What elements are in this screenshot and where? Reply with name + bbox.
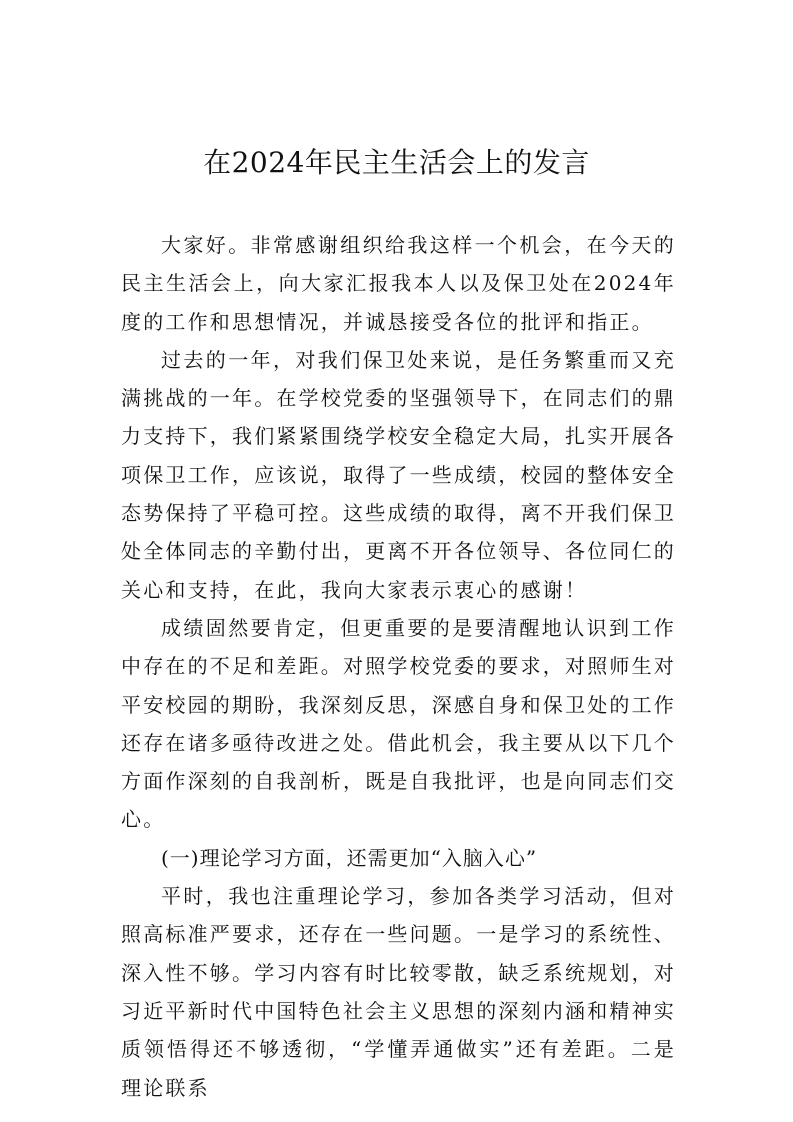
- paragraph-theory-study: 平时，我也注重理论学习，参加各类学习活动，但对照高标准严要求，还存在一些问题。一是学习的系统性、深入性不够。学习内容有时比较零散，缺乏系统规划，对习近平新时代中国特色社会主义思想的深刻内涵和精神实质领悟得还不够透彻，“学懂弄通做实”还有差距。二是理论联系: [121, 884, 676, 1100]
- paragraph-reflection: 成绩固然要肯定，但更重要的是要清醒地认识到工作中存在的不足和差距。对照学校党委的要求，对照师生对平安校园的期盼，我深刻反思，深感自身和保卫处的工作还存在诸多亟待改进之处。借此机会，我主要从以下几个方面作深刻的自我剖析，既是自我批评，也是向同志们交心。: [121, 615, 676, 832]
- section-heading-theory-study: (一)理论学习方面，还需更加“入脑入心”: [161, 845, 538, 870]
- paragraph-greeting: 大家好。非常感谢组织给我这样一个机会，在今天的民主生活会上，向大家汇报我本人以及保卫处在2024年度的工作和思想情况，并诚恳接受各位的批评和指正。: [121, 233, 676, 334]
- document-body: [121, 226, 676, 1107]
- paragraph-review: 过去的一年，对我们保卫处来说，是任务繁重而又充满挑战的一年。在学校党委的坚强领导下，在同志们的鼎力支持下，我们紧紧围绕学校安全稳定大局，扎实开展各项保卫工作，应该说，取得了一些成绩，校园的整体安全态势保持了平稳可控。这些成绩的取得，离不开我们保卫处全体同志的辛勤付出，更离不开各位领导、各位同仁的关心和支持，在此，我向大家表示衷心的感谢！: [121, 347, 676, 602]
- document-title: 在2024年民主生活会上的发言: [203, 146, 590, 179]
